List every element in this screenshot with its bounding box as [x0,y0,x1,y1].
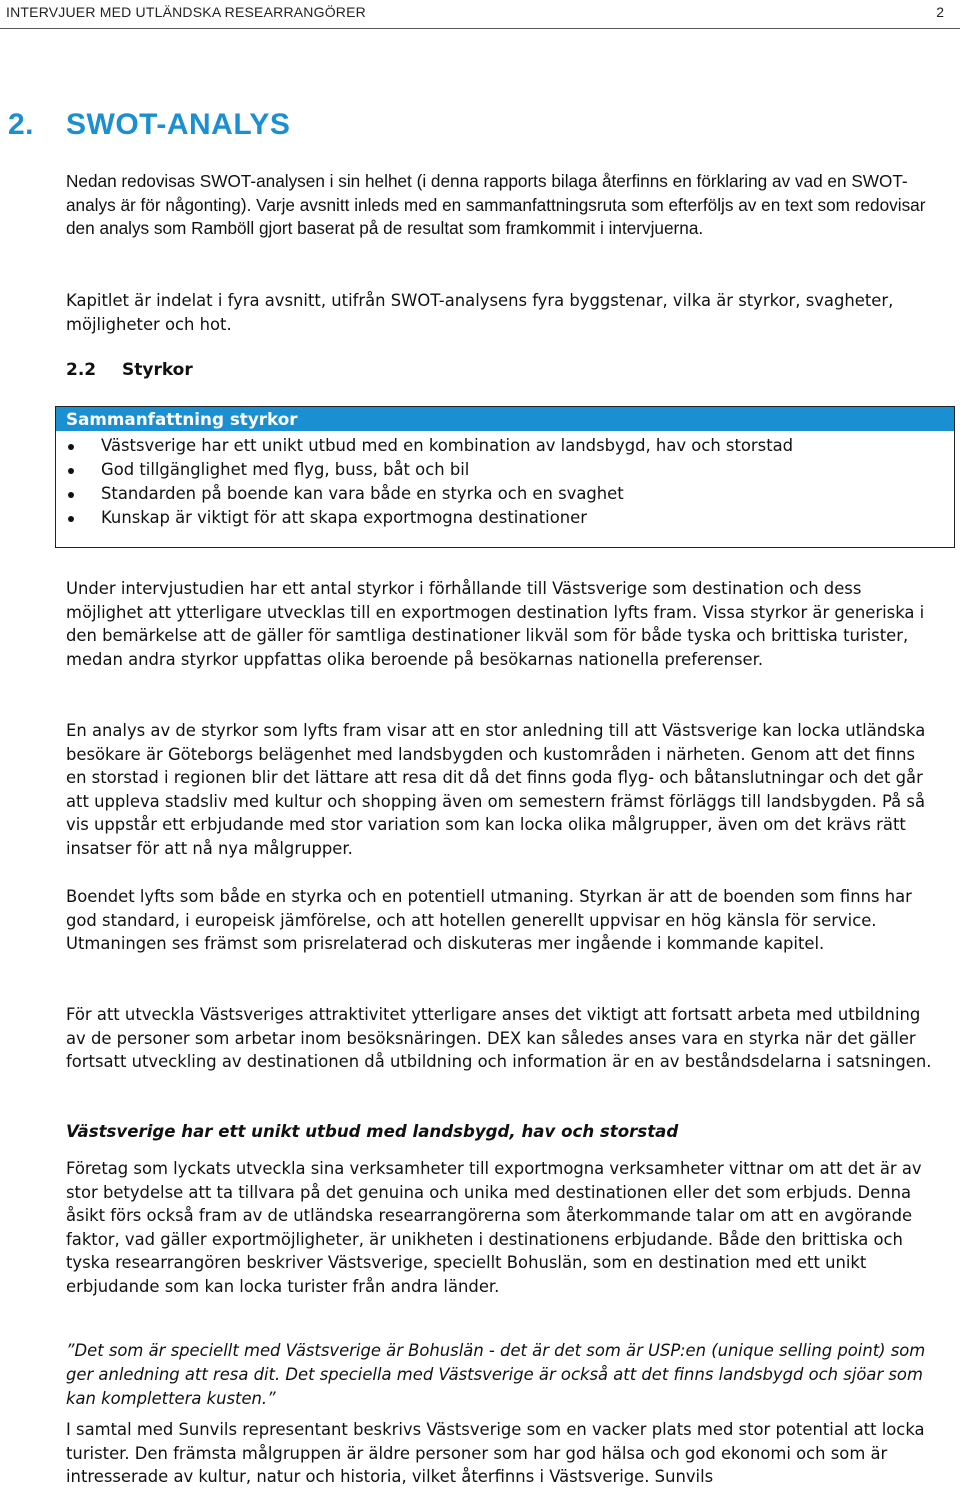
body-paragraph-4: För att utveckla Västsveriges attraktivitet ytterligare anses det viktigt att fortsatt arbeta med utbildning av de personer som arbetar inom besöksnäringen. DEX kan således anses vara en styrka när det gäller fortsatt utveckling av destinationen då utbildning och information är en av beståndsdelarna i satsningen. [66,1005,932,1072]
bullet-icon [68,468,74,474]
subheading-unique-offer: Västsverige har ett unikt utbud med landsbygd, hav och storstad [66,1122,679,1141]
running-header [0,0,960,28]
section-title: SWOT-ANALYS [66,108,291,141]
header-divider [0,28,960,29]
bullet-icon [68,516,74,522]
running-title: INTERVJUER MED UTLÄNDSKA RESEARRANGÖRER [6,4,366,20]
body-paragraph-3: Boendet lyfts som både en styrka och en potentiell utmaning. Styrkan är att de boenden som finns har god standard, i europeisk jämförelse, och att hotellen generellt uppvisar en hög känsla för service. Utmaningen ses främst som prisrelaterad och diskuteras mer ingående i kommande kapitel. [66,887,912,954]
body-paragraph-1: Under intervjustudien har ett antal styrkor i förhållande till Västsverige som destination och dess möjlighet att ytterligare utvecklas till en exportmogen destination lyfts fram. Vissa styrkor är generiska i den bemärkelse att de gäller för samtliga destinationer likväl som för både tyska och brittiska turister, medan andra styrkor uppfattas olika beroende på besökarnas nationella preferenser. [66,579,925,669]
body-paragraph-6: I samtal med Sunvils representant beskrivs Västsverige som en vacker plats med stor potential att locka turister. Den främsta målgruppen är äldre personer som har god hälsa och god ekonomi och som är intresserade av kultur, natur och historia, vilket återfinns i Västsverige. Sunvils [66,1420,925,1487]
section-number: 2. [8,108,35,141]
quote: ”Det som är speciellt med Västsverige är Bohuslän - det är det som är USP:en (unique selling point) som ger anledning att resa dit. Det speciella med Västsverige är också att det finns landsbygd och sjöar som kan komplettera kusten.” [66,1341,926,1408]
subsection-title: Styrkor [122,360,193,380]
intro-paragraph-1: Nedan redovisas SWOT-analysen i sin helhet (i denna rapports bilaga återfinns en förklaring av vad en SWOT-analys är för någonting). Varje avsnitt inleds med en sammanfattningsruta som efterföljs av en text som redovisar den analys som Ramböll gjort baserat på de resultat som framkommit i intervjuerna. [66,171,926,238]
summary-box [55,406,955,548]
list-item-text: God tillgänglighet med flyg, buss, båt och bil [101,460,470,479]
list-item [56,482,954,506]
list-item-text: Västsverige har ett unikt utbud med en kombination av landsbygd, hav och storstad [101,436,794,455]
page-number: 2 [936,4,944,20]
list-item [56,458,954,482]
list-item [56,506,954,530]
list-item-text: Standarden på boende kan vara både en styrka och en svaghet [101,484,624,503]
summary-list [56,434,954,530]
bullet-icon [68,492,74,498]
subsection-number: 2.2 [66,360,97,380]
body-paragraph-5: Företag som lyckats utveckla sina verksamheter till exportmogna verksamheter vittnar om att det är av stor betydelse att ta tillvara på det genuina och unika med destinationen eller det som erbjuds. Denna åsikt förs också fram av de utländska researrangörerna som återkommande talar om att en avgörande faktor, vad gäller exportmöjligheter, är unikheten i destinationens erbjudande. Både den brittiska och tyska researrangören beskriver Västsverige, speciellt Bohuslän, som en destination med ett unikt erbjudande som kan locka turister från andra länder. [66,1159,922,1296]
list-item-text: Kunskap är viktigt för att skapa exportmogna destinationer [101,508,587,527]
bullet-icon [68,444,74,450]
intro-paragraph-2: Kapitlet är indelat i fyra avsnitt, utifrån SWOT-analysens fyra byggstenar, vilka är styrkor, svagheter, möjligheter och hot. [66,291,894,334]
summary-box-title: Sammanfattning styrkor [56,407,954,431]
list-item [56,434,954,458]
body-paragraph-2: En analys av de styrkor som lyfts fram visar att en stor anledning till att Västsverige kan locka utländska besökare är Göteborgs belägenhet med landsbygden och kustområden i närheten. Genom att det finns en storstad i regionen blir det lättare att resa dit då det finns goda flyg- och båtanslutningar och det går att uppleva stadsliv med kultur och shopping även om semestern främst förläggs till landsbygden. På så vis uppstår ett erbjudande med stor variation som kan locka olika målgrupper, även om det krävs rätt insatser för att nå nya målgrupper. [66,721,926,858]
